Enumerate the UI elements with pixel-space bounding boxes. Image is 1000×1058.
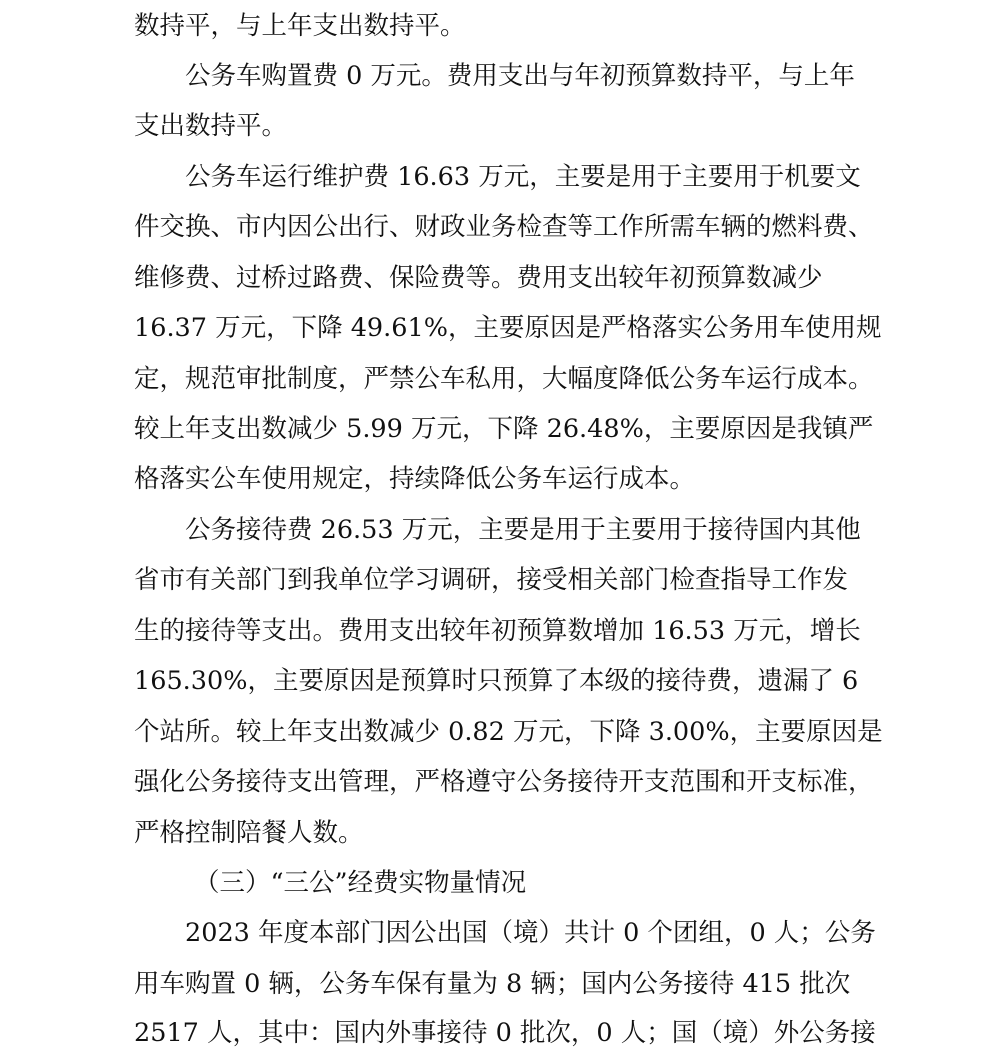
text-line-8: 定，规范审批制度，严禁公车私用，大幅度降低公务车运行成本。 [134,364,874,394]
section-heading: （三）“三公”经费实物量情况 [194,868,527,898]
text-line-3: 支出数持平。 [134,111,288,141]
text-line-17: 严格控制陪餐人数。 [134,818,364,848]
text-line-10: 格落实公车使用规定，持续降低公务车运行成本。 [134,464,696,494]
text-line-5: 件交换、市内因公出行、财政业务检查等工作所需车辆的燃料费、 [134,212,874,242]
text-line-19: 2023 年度本部门因公出国（境）共计 0 个团组，0 人；公务 [185,918,876,948]
text-line-6: 维修费、过桥过路费、保险费等。费用支出较年初预算数减少 [134,263,823,293]
text-line-4: 公务车运行维护费 16.63 万元，主要是用于主要用于机要文 [185,162,861,192]
text-line-2: 公务车购置费 0 万元。费用支出与年初预算数持平，与上年 [185,61,855,91]
text-line-21: 2517 人，其中：国内外事接待 0 批次，0 人；国（境）外公务接 [134,1018,876,1048]
text-line-16: 强化公务接待支出管理，严格遵守公务接待开支范围和开支标准， [134,767,874,797]
text-line-13: 生的接待等支出。费用支出较年初预算数增加 16.53 万元，增长 [134,616,861,646]
text-line-1: 数持平，与上年支出数持平。 [134,11,466,41]
text-line-9: 较上年支出数减少 5.99 万元，下降 26.48%，主要原因是我镇严 [134,414,874,444]
text-line-20: 用车购置 0 辆，公务车保有量为 8 辆；国内公务接待 415 批次 [134,969,851,999]
text-line-11: 公务接待费 26.53 万元，主要是用于主要用于接待国内其他 [185,515,861,545]
text-line-14: 165.30%，主要原因是预算时只预算了本级的接待费，遗漏了 6 [134,666,859,696]
text-line-15: 个站所。较上年支出数减少 0.82 万元，下降 3.00%，主要原因是 [134,717,883,747]
text-line-12: 省市有关部门到我单位学习调研，接受相关部门检查指导工作发 [134,565,849,595]
text-line-7: 16.37 万元，下降 49.61%，主要原因是严格落实公务用车使用规 [134,313,882,343]
